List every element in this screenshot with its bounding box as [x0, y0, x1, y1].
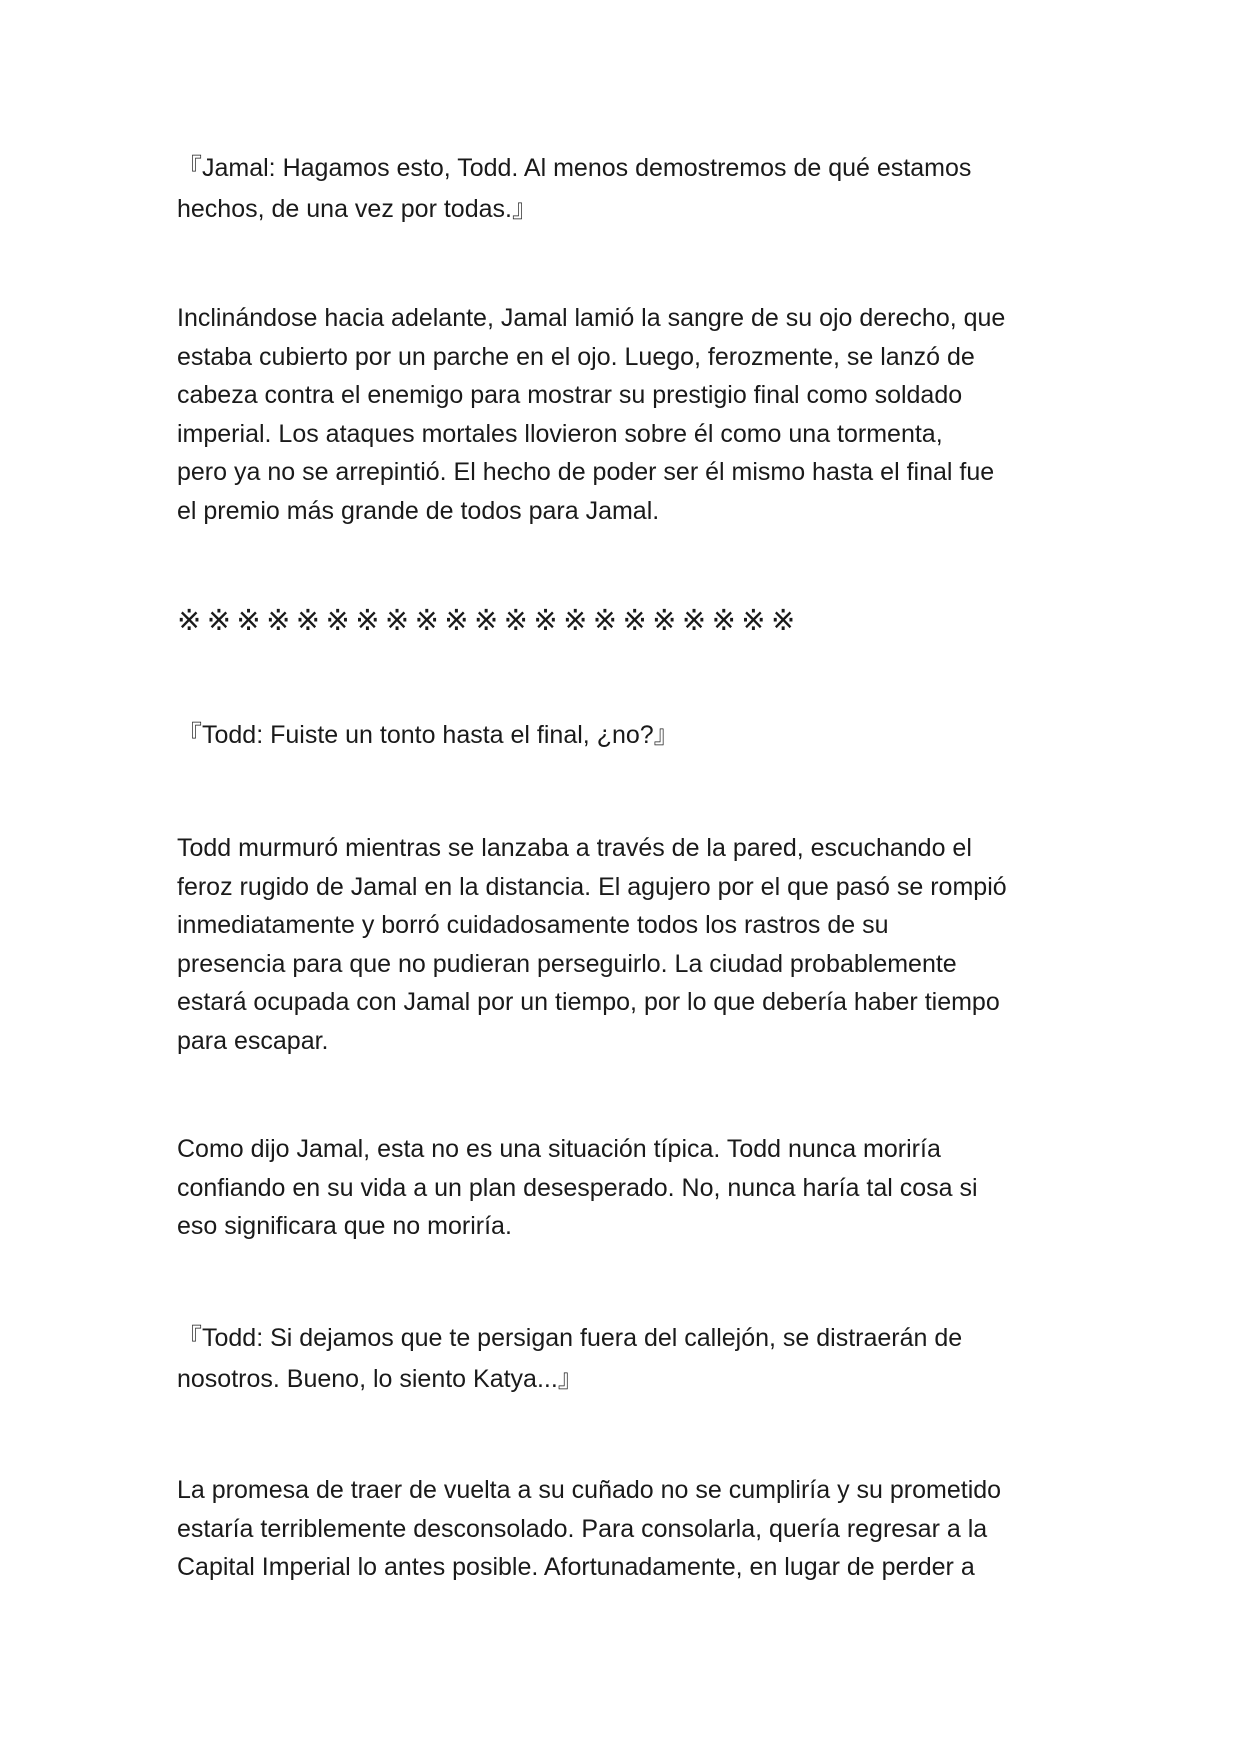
dialogue-line: nosotros. Bueno, lo siento Katya...』 [177, 1365, 583, 1393]
text-line: Inclinándose hacia adelante, Jamal lamió la sangre de su ojo derecho, que [177, 304, 1006, 332]
text-line: estaba cubierto por un parche en el ojo. Luego, ferozmente, se lanzó de [177, 342, 975, 371]
text-line: La promesa de traer de vuelta a su cuñado no se cumpliría y su prometido [177, 1476, 1002, 1504]
dialogue-line: 『Todd: Si dejamos que te persigan fuera del callejón, se distraerán de [177, 1324, 963, 1352]
paragraph-promise [177, 1471, 1077, 1587]
paragraph-as-jamal-said [177, 1130, 1077, 1246]
dialogue-jamal [177, 148, 1077, 230]
text-line: para escapar. [177, 1026, 329, 1055]
text-line: el premio más grande de todos para Jamal. [177, 496, 660, 525]
text-line: imperial. Los ataques mortales llovieron sobre él como una tormenta, [177, 419, 943, 448]
text-line: Todd murmuró mientras se lanzaba a través de la pared, escuchando el [177, 834, 972, 862]
text-line: pero ya no se arrepintió. El hecho de poder ser él mismo hasta el final fue [177, 458, 995, 486]
text-line: estaría terriblemente desconsolado. Para consolarla, quería regresar a la [177, 1514, 988, 1543]
scene-separator: ※※※※※※※※※※※※※※※※※※※※※ [177, 603, 801, 637]
text-line: presencia para que no pudieran perseguirlo. La ciudad probablemente [177, 949, 957, 978]
text-line: estará ocupada con Jamal por un tiempo, por lo que debería haber tiempo [177, 988, 1000, 1016]
text-line: cabeza contra el enemigo para mostrar su prestigio final como soldado [177, 381, 963, 409]
dialogue-todd-katya [177, 1318, 1077, 1400]
dialogue-todd-fool [177, 715, 1077, 756]
paragraph-jamal-charge [177, 299, 1077, 530]
text-line: confiando en su vida a un plan desesperado. No, nunca haría tal cosa si [177, 1173, 978, 1202]
dialogue-line: hechos, de una vez por todas.』 [177, 195, 537, 223]
dialogue-line: 『Todd: Fuiste un tonto hasta el final, ¿no?』 [177, 721, 679, 749]
paragraph-todd-escape [177, 829, 1077, 1060]
text-line: eso significara que no moriría. [177, 1212, 512, 1240]
dialogue-line: 『Jamal: Hagamos esto, Todd. Al menos demostremos de qué estamos [177, 154, 972, 182]
text-line: inmediatamente y borró cuidadosamente todos los rastros de su [177, 911, 889, 939]
text-line: Como dijo Jamal, esta no es una situación típica. Todd nunca moriría [177, 1135, 941, 1163]
text-line: Capital Imperial lo antes posible. Afortunadamente, en lugar de perder a [177, 1553, 975, 1581]
text-line: feroz rugido de Jamal en la distancia. El agujero por el que pasó se rompió [177, 872, 1007, 901]
